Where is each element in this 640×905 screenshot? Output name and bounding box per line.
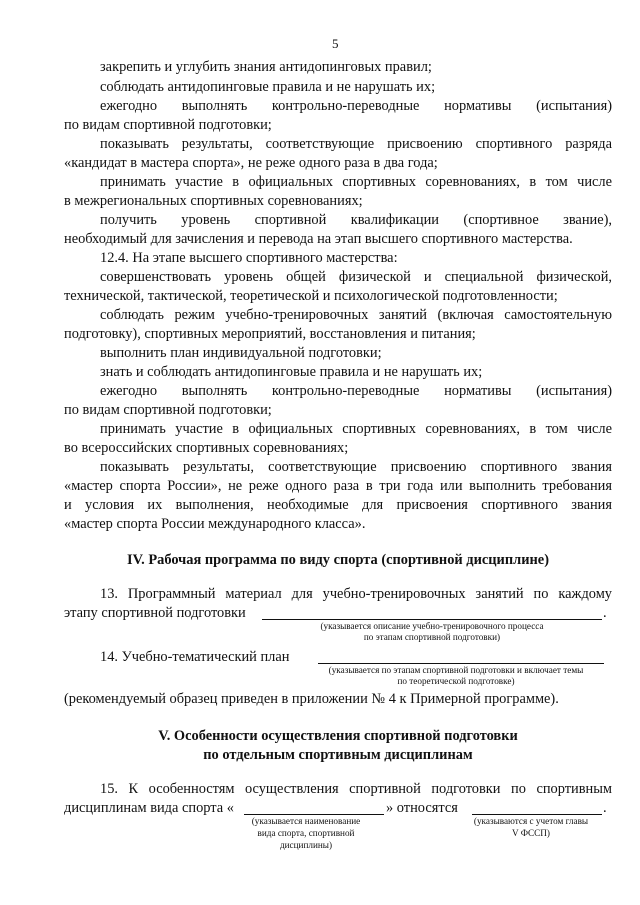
item-15-caption-right: V ФССП) — [512, 828, 550, 838]
text-line: закрепить и углубить знания антидопинговых правил; — [100, 59, 432, 75]
text-line: выполнить план индивидуальной подготовки; — [100, 345, 382, 361]
item-14-label: 14. Учебно-тематический план — [100, 649, 290, 665]
text-line: совершенствовать уровень общей физической и специальной физической, — [100, 269, 612, 285]
item-15-caption-left: вида спорта, спортивной — [257, 828, 355, 838]
text-line: по видам спортивной подготовки; — [64, 402, 272, 418]
text-line: соблюдать антидопинговые правила и не нарушать их; — [100, 79, 436, 95]
text-line: 12.4. На этапе высшего спортивного мастерства: — [100, 250, 398, 266]
section-heading: IV. Рабочая программа по виду спорта (спортивной дисциплине) — [127, 552, 549, 568]
item-15-line: 15. К особенностям осуществления спортивной подготовки по спортивным — [100, 781, 612, 797]
item-14-caption: по теоретической подготовке) — [397, 676, 515, 686]
text-line: соблюдать режим учебно-тренировочных занятий (включая самостоятельную — [100, 307, 612, 323]
item-15-caption-left: (указывается наименование — [251, 816, 361, 826]
item-13-caption: по этапам спортивной подготовки) — [363, 632, 501, 642]
text-line: знать и соблюдать антидопинговые правила и не нарушать их; — [100, 364, 483, 380]
item-15-caption-right: (указываются с учетом главы — [473, 816, 589, 826]
text-line: принимать участие в официальных спортивных соревнованиях, в том числе — [100, 174, 612, 190]
item-15-caption-left: дисциплины) — [279, 840, 333, 850]
text-line: ежегодно выполнять контрольно-переводные нормативы (испытания) — [100, 383, 612, 399]
text-line: в межрегиональных спортивных соревнованиях; — [64, 193, 363, 209]
text-line: подготовку), спортивных мероприятий, восстановления и питания; — [64, 326, 476, 342]
section-heading: по отдельным спортивным дисциплинам — [203, 747, 473, 763]
text-line: и условия их выполнения, необходимые для присвоения спортивного звания — [64, 497, 612, 513]
text-line: «мастер спорта России международного класса». — [64, 516, 366, 532]
text-line: во всероссийских спортивных соревнованиях; — [64, 440, 349, 456]
text-line: показывать результаты, соответствующие присвоению спортивного разряда — [100, 136, 612, 152]
item-15-features-blank-field[interactable] — [472, 800, 602, 815]
item-15-end: . — [603, 800, 607, 816]
text-line: показывать результаты, соответствующие присвоению спортивного звания — [100, 459, 612, 475]
item-14-note: (рекомендуемый образец приведен в приложении № 4 к Примерной программе). — [64, 691, 559, 707]
item-13-label: этапу спортивной подготовки — [64, 605, 246, 621]
item-14-blank-field[interactable] — [318, 649, 604, 664]
item-13-caption: (указывается описание учебно-тренировочного процесса — [320, 621, 544, 631]
section-heading: V. Особенности осуществления спортивной подготовки — [158, 728, 518, 744]
page-number: 5 — [332, 36, 339, 51]
text-line: «кандидат в мастера спорта», не реже одного раза в два года; — [64, 155, 438, 171]
text-line: «мастер спорта России», не реже одного раза в три года или выполнить требования — [64, 478, 612, 494]
item-13-blank-field[interactable] — [262, 605, 602, 620]
text-line: необходимый для зачисления и перевода на этап высшего спортивного мастерства. — [64, 231, 573, 247]
item-15-mid: » относятся — [386, 800, 458, 816]
item-15-prefix: дисциплинам вида спорта « — [64, 800, 234, 816]
text-line: по видам спортивной подготовки; — [64, 117, 272, 133]
text-line: принимать участие в официальных спортивных соревнованиях, в том числе — [100, 421, 612, 437]
item-14-caption: (указывается по этапам спортивной подготовки и включает темы — [328, 665, 584, 675]
item-13-end: . — [603, 605, 607, 621]
item-13-line: 13. Программный материал для учебно-тренировочных занятий по каждому — [100, 586, 612, 602]
text-line: получить уровень спортивной квалификации (спортивное звание), — [100, 212, 612, 228]
item-15-sport-blank-field[interactable] — [244, 800, 384, 815]
text-line: ежегодно выполнять контрольно-переводные нормативы (испытания) — [100, 98, 612, 114]
text-line: технической, тактической, теоретической и психологической подготовленности; — [64, 288, 558, 304]
